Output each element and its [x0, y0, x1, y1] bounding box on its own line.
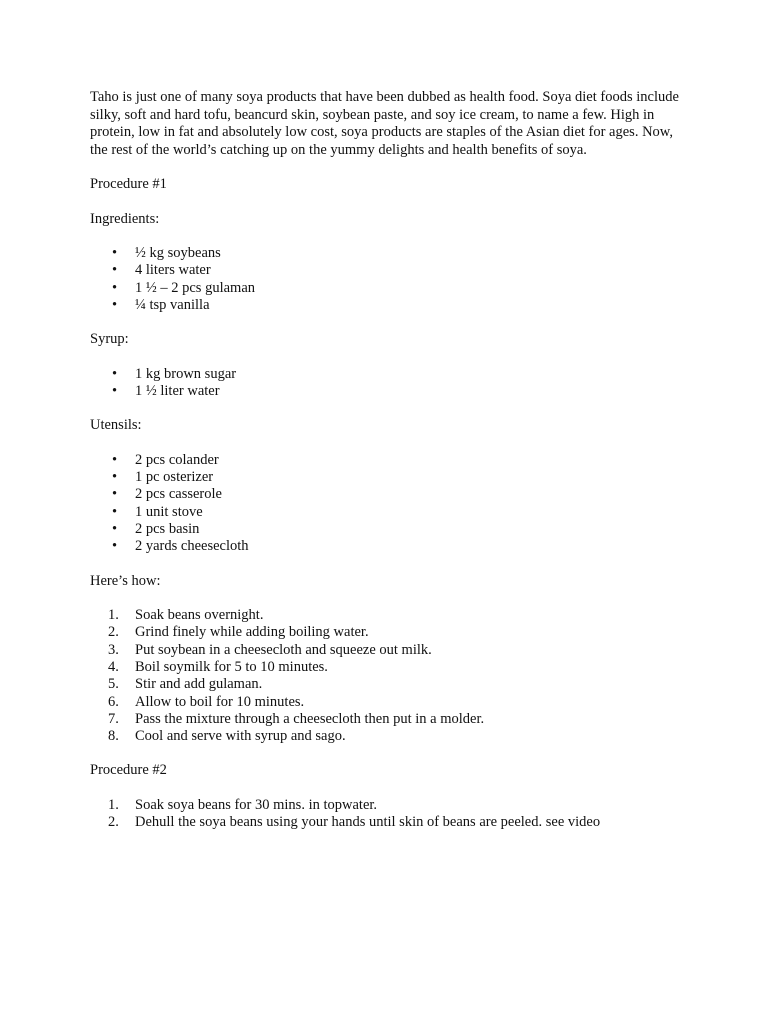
- bullet-icon: •: [112, 503, 118, 520]
- ingredients-list: [90, 245, 690, 314]
- step-number: 2.: [108, 814, 119, 831]
- procedure-2-steps: [90, 797, 690, 832]
- bullet-icon: •: [112, 382, 118, 399]
- list-item: 7. Pass the mixture through a cheesecloth then put in a molder.: [108, 710, 485, 727]
- list-item: 8. Cool and serve with syrup and sago.: [108, 728, 346, 745]
- list-item: 6. Allow to boil for 10 minutes.: [108, 693, 305, 710]
- bullet-icon: •: [112, 451, 118, 468]
- list-item: • 2 yards cheesecloth: [112, 538, 249, 555]
- step-number: 8.: [108, 728, 119, 745]
- list-item: • 1 unit stove: [112, 503, 203, 520]
- bullet-icon: •: [112, 365, 118, 382]
- list-item: 2. Dehull the soya beans using your hands until skin of beans are peeled. see video: [108, 814, 601, 831]
- list-item: • ¼ tsp vanilla: [112, 296, 210, 313]
- procedure-1-title: Procedure #1: [90, 176, 167, 192]
- bullet-icon: •: [112, 469, 118, 486]
- list-item: • 1 ½ liter water: [112, 382, 220, 399]
- bullet-icon: •: [112, 520, 118, 537]
- list-item: 1. Soak beans overnight.: [108, 607, 264, 624]
- list-item: 4. Boil soymilk for 5 to 10 minutes.: [108, 658, 328, 675]
- list-item: • 2 pcs casserole: [112, 486, 222, 503]
- step-number: 6.: [108, 693, 119, 710]
- syrup-list: [90, 366, 690, 401]
- bullet-icon: •: [112, 245, 118, 261]
- list-item: 3. Put soybean in a cheesecloth and squeeze out milk.: [108, 641, 432, 658]
- bullet-icon: •: [112, 486, 118, 503]
- syrup-label: Syrup:: [90, 331, 129, 348]
- step-number: 4.: [108, 658, 119, 675]
- document-page: [90, 89, 690, 849]
- step-number: 1.: [108, 796, 119, 813]
- howto-label: Here’s how:: [90, 572, 161, 589]
- utensils-label: Utensils:: [90, 417, 142, 434]
- procedure-2-title: Procedure #2: [90, 762, 167, 779]
- list-item: 2. Grind finely while adding boiling water.: [108, 624, 369, 641]
- list-item: 1. Soak soya beans for 30 mins. in topwater.: [108, 796, 378, 813]
- ingredients-label: Ingredients:: [90, 210, 160, 227]
- list-item: • 2 pcs colander: [112, 451, 219, 468]
- list-item: • 4 liters water: [112, 262, 211, 279]
- bullet-icon: •: [112, 262, 118, 279]
- step-number: 3.: [108, 641, 119, 658]
- list-item: • 2 pcs basin: [112, 520, 200, 537]
- step-number: 7.: [108, 710, 119, 727]
- intro-paragraph: Taho is just one of many soya products that have been dubbed as health food. Soya diet foods include silky, soft and hard tofu, beancurd skin, soybean paste, and soy ice cream, to name a few. High in protein, low in fat and absolutely low cost, soya products are staples of the Asian diet for ages. Now, the rest of the world’s catching up on the yummy delights and health benefits of soya.: [90, 89, 679, 158]
- list-item: 5. Stir and add gulaman.: [108, 676, 263, 693]
- list-item: • 1 ½ – 2 pcs gulaman: [112, 279, 256, 296]
- step-number: 5.: [108, 676, 119, 693]
- bullet-icon: •: [112, 296, 118, 313]
- step-number: 1.: [108, 607, 119, 624]
- bullet-icon: •: [112, 279, 118, 296]
- list-item: • 1 pc osterizer: [112, 469, 214, 486]
- step-number: 2.: [108, 624, 119, 641]
- utensils-list: [90, 452, 690, 556]
- list-item: • 1 kg brown sugar: [112, 365, 237, 382]
- list-item: • ½ kg soybeans: [112, 245, 221, 261]
- bullet-icon: •: [112, 538, 118, 555]
- procedure-1-steps: [90, 607, 690, 745]
